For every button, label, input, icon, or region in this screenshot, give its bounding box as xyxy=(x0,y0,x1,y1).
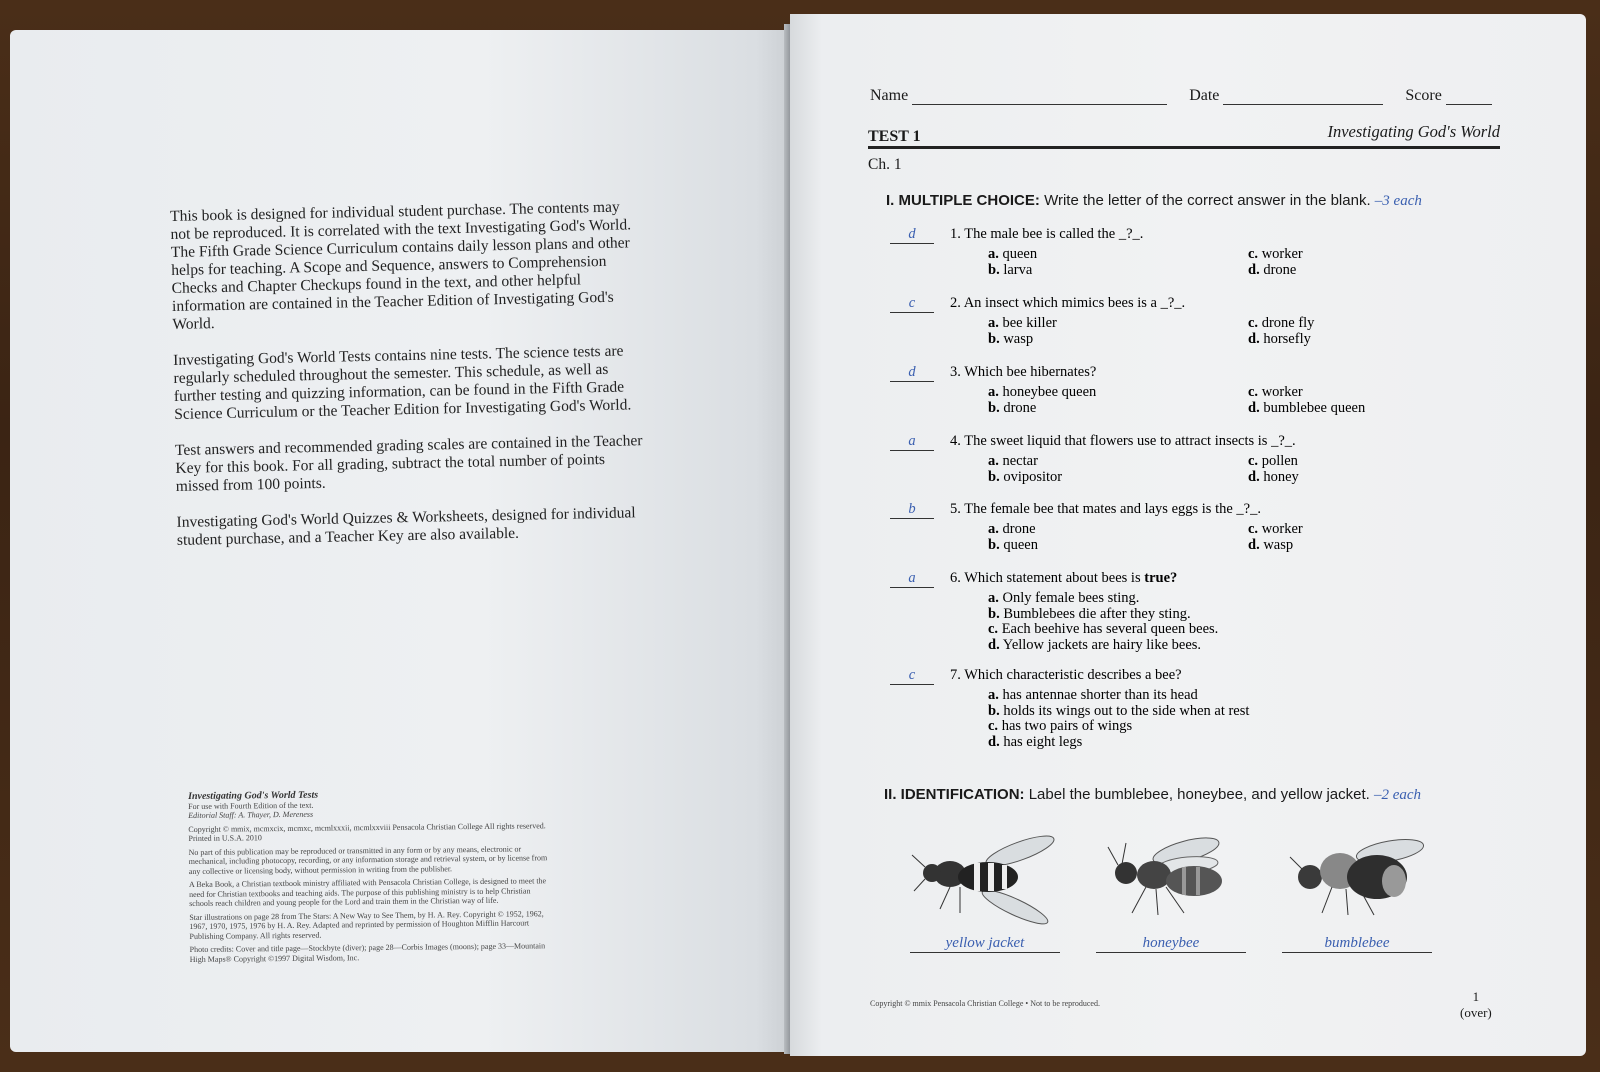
option-b: Bumblebees die after they sting. xyxy=(1003,605,1191,622)
option-a: drone xyxy=(1002,521,1036,537)
option-c: worker xyxy=(1261,521,1303,537)
option-d: has eight legs xyxy=(1003,733,1083,750)
test-label: TEST 1 xyxy=(868,128,921,145)
yellow-jacket-label[interactable]: yellow jacket xyxy=(910,935,1060,953)
option-d: drone xyxy=(1263,261,1297,278)
credits-paragraph-2: No part of this publication may be reproduced or transmitted in any form or by any means, electronic or mechanical, including photocopy, recording, or any information storage and retrieval system, or by license from any collective or licensing body, without permission in writing from the publisher. xyxy=(188,844,548,876)
option-c: worker xyxy=(1261,246,1303,262)
option-c: Each beehive has several queen bees. xyxy=(1001,621,1219,637)
section1-instruction: Write the letter of the correct answer in the blank. xyxy=(1044,192,1371,209)
option-a: has antennae shorter than its head xyxy=(1002,687,1198,703)
question-emphasis: true? xyxy=(1144,570,1178,586)
section-multiple-choice xyxy=(886,192,1422,210)
question-6: a 6. Which statement about bees is true? a. Only female bees sting. b. Bumblebees die after they sting. c. Each beehive has several queen bees. d. Yellow jackets are hairy like bees. xyxy=(890,570,1490,653)
question-text: 6. Which statement about bees is xyxy=(950,570,1141,586)
option-d: bumblebee queen xyxy=(1263,399,1366,416)
question-7: c 7. Which characteristic describes a bee? a. has antennae shorter than its head b. holds its wings out to the side when at rest c. has two pairs of wings d. has eight legs xyxy=(890,667,1490,750)
credits-subtitle: For use with Fourth Edition of the text. xyxy=(188,800,314,811)
score-label: Score xyxy=(1405,87,1442,104)
honeybee-label[interactable]: honeybee xyxy=(1096,935,1246,953)
credits-staff: Editorial Staff: A. Thayer, D. Mereness xyxy=(188,809,314,820)
answer-blank[interactable]: b xyxy=(890,501,934,519)
option-b: ovipositor xyxy=(1003,468,1063,485)
option-b: queen xyxy=(1003,536,1038,553)
intro-paragraph-2: Investigating God's World Tests contains nine tests. The science tests are regularly scheduled throughout the semester. This schedule, as well as further testing and quizzing information, can be found in the Fifth Grade Science Curriculum or the Teacher Edition for Investigating God's World. xyxy=(173,342,632,423)
chapter-label: Ch. 1 xyxy=(868,156,902,173)
answer-blank[interactable]: d xyxy=(890,364,934,382)
credits-paragraph-1: Copyright © mmix, mcmxcix, mcmxc, mcmlxxxii, mcmlxxviii Pensacola Christian College All rights reserved. Printed in U.S.A. 2010 xyxy=(188,820,546,843)
honeybee-illustration xyxy=(1096,829,1246,929)
question-text: 5. The female bee that mates and lays eggs is the _?_. xyxy=(950,501,1261,517)
option-a: bee killer xyxy=(1002,315,1057,331)
question-5: b 5. The female bee that mates and lays eggs is the _?_. a. drone b. queen c. worker d. wasp xyxy=(890,501,1490,553)
option-d: honey xyxy=(1263,468,1299,485)
intro-text xyxy=(170,198,647,568)
question-text: 7. Which characteristic describes a bee? xyxy=(950,667,1182,683)
option-b: wasp xyxy=(1003,330,1034,347)
option-c: pollen xyxy=(1261,453,1298,469)
answer-blank[interactable]: a xyxy=(890,433,934,451)
bee-identification-row xyxy=(900,829,1440,969)
date-field[interactable] xyxy=(1223,104,1383,105)
test-title-bar xyxy=(868,122,1500,149)
question-text: 2. An insect which mimics bees is a _?_. xyxy=(950,295,1186,311)
page-number: 1 xyxy=(1472,989,1480,1004)
option-b: drone xyxy=(1003,399,1037,416)
bumblebee-cell xyxy=(1282,829,1432,951)
right-page xyxy=(790,14,1586,1056)
question-2: c 2. An insect which mimics bees is a _?_. a. bee killer b. wasp c. drone fly d. horsefly xyxy=(890,295,1490,347)
book-title: Investigating God's World xyxy=(1327,122,1500,141)
answer-blank[interactable]: a xyxy=(890,570,934,588)
copyright-credits xyxy=(188,788,550,968)
question-4: a 4. The sweet liquid that flowers use to attract insects is _?_. a. nectar b. ovipositor c. pollen d. honey xyxy=(890,433,1490,485)
name-field[interactable] xyxy=(912,104,1167,105)
intro-paragraph-4: Investigating God's World Quizzes & Worksheets, designed for individual student purchase, and a Teacher Key are also available. xyxy=(176,504,636,549)
over-note: (over) xyxy=(1460,1005,1492,1020)
left-page xyxy=(10,30,795,1052)
page-footer: Copyright © mmix Pensacola Christian College • Not to be reproduced. xyxy=(870,999,1100,1008)
yellow-jacket-cell xyxy=(910,829,1060,951)
credits-paragraph-5: Photo credits: Cover and title page—Stockbyte (diver); page 28—Corbis Images (moons); page 33—Mountain High Maps® Copyright ©1997 Digital Wisdom, Inc. xyxy=(189,941,546,964)
option-a: Only female bees sting. xyxy=(1002,590,1140,606)
option-b: holds its wings out to the side when at rest xyxy=(1003,702,1250,719)
credits-paragraph-3: A Beka Book, a Christian textbook ministry affiliated with Pensacola Christian College, is designed to meet the need for Christian textbooks and teaching aids. The purpose of this publishing ministry is to help Christian schools reach children and young people for the Lord and train them in the Christian way of life. xyxy=(188,876,547,908)
page-number-block xyxy=(1460,989,1492,1021)
intro-paragraph-1: This book is designed for individual student purchase. The contents may not be reproduced. It is correlated with the text Investigating God's World. The Fifth Grade Science Curriculum contains daily lesson plans and other helps for teaching. A Scope and Sequence, answers to Comprehension Checks and Chapter Checkups found in the text, and other helpful information are contained in the Teacher Edition of Investigating God's World. xyxy=(170,198,632,333)
honeybee-cell xyxy=(1096,829,1246,951)
option-a: honeybee queen xyxy=(1002,384,1097,400)
score-field[interactable] xyxy=(1446,104,1492,105)
name-label: Name xyxy=(870,87,909,104)
question-text: 3. Which bee hibernates? xyxy=(950,364,1097,380)
answer-blank[interactable]: d xyxy=(890,226,934,244)
section2-title: II. IDENTIFICATION: xyxy=(884,786,1025,803)
student-header xyxy=(870,87,1510,105)
question-text: 4. The sweet liquid that flowers use to attract insects is _?_. xyxy=(950,433,1296,449)
option-c: drone fly xyxy=(1261,315,1315,331)
credits-paragraph-4: Star illustrations on page 28 from The Stars: A New Way to See Them, by H. A. Rey. Copyright © 1952, 1962, 1967, 1970, 1975, 1976 by H. A. Rey. Adapted and reprinted by permission of Houghton Mifflin Harcourt Publishing Company. All rights reserved. xyxy=(189,908,544,941)
bumblebee-illustration xyxy=(1282,829,1432,929)
bumblebee-label[interactable]: bumblebee xyxy=(1282,935,1432,953)
option-c: worker xyxy=(1261,384,1303,400)
option-d: horsefly xyxy=(1263,330,1311,347)
section2-instruction: Label the bumblebee, honeybee, and yellow jacket. xyxy=(1028,786,1370,803)
section2-points: –2 each xyxy=(1373,787,1422,803)
option-a: nectar xyxy=(1002,453,1038,469)
section1-title: I. MULTIPLE CHOICE: xyxy=(886,192,1040,209)
yellow-jacket-illustration xyxy=(910,829,1060,929)
option-d: Yellow jackets are hairy like bees. xyxy=(1002,636,1202,653)
option-c: has two pairs of wings xyxy=(1001,718,1133,734)
intro-paragraph-3: Test answers and recommended grading scales are contained in the Teacher Key for this book. For all grading, subtract the total number of points missed from 100 points. xyxy=(174,432,643,495)
answer-blank[interactable]: c xyxy=(890,295,934,313)
question-3: d 3. Which bee hibernates? a. honeybee queen b. drone c. worker d. bumblebee queen xyxy=(890,364,1490,416)
date-label: Date xyxy=(1189,87,1220,104)
section-identification xyxy=(884,786,1421,804)
option-a: queen xyxy=(1002,246,1038,262)
credits-title: Investigating God's World Tests xyxy=(187,789,319,802)
question-text: 1. The male bee is called the _?_. xyxy=(950,226,1144,242)
question-1: d 1. The male bee is called the _?_. a. queen b. larva c. worker d. drone xyxy=(890,226,1490,278)
section1-points: –3 each xyxy=(1374,193,1422,209)
option-b: larva xyxy=(1003,261,1033,278)
answer-blank[interactable]: c xyxy=(890,667,934,685)
option-d: wasp xyxy=(1263,536,1294,553)
